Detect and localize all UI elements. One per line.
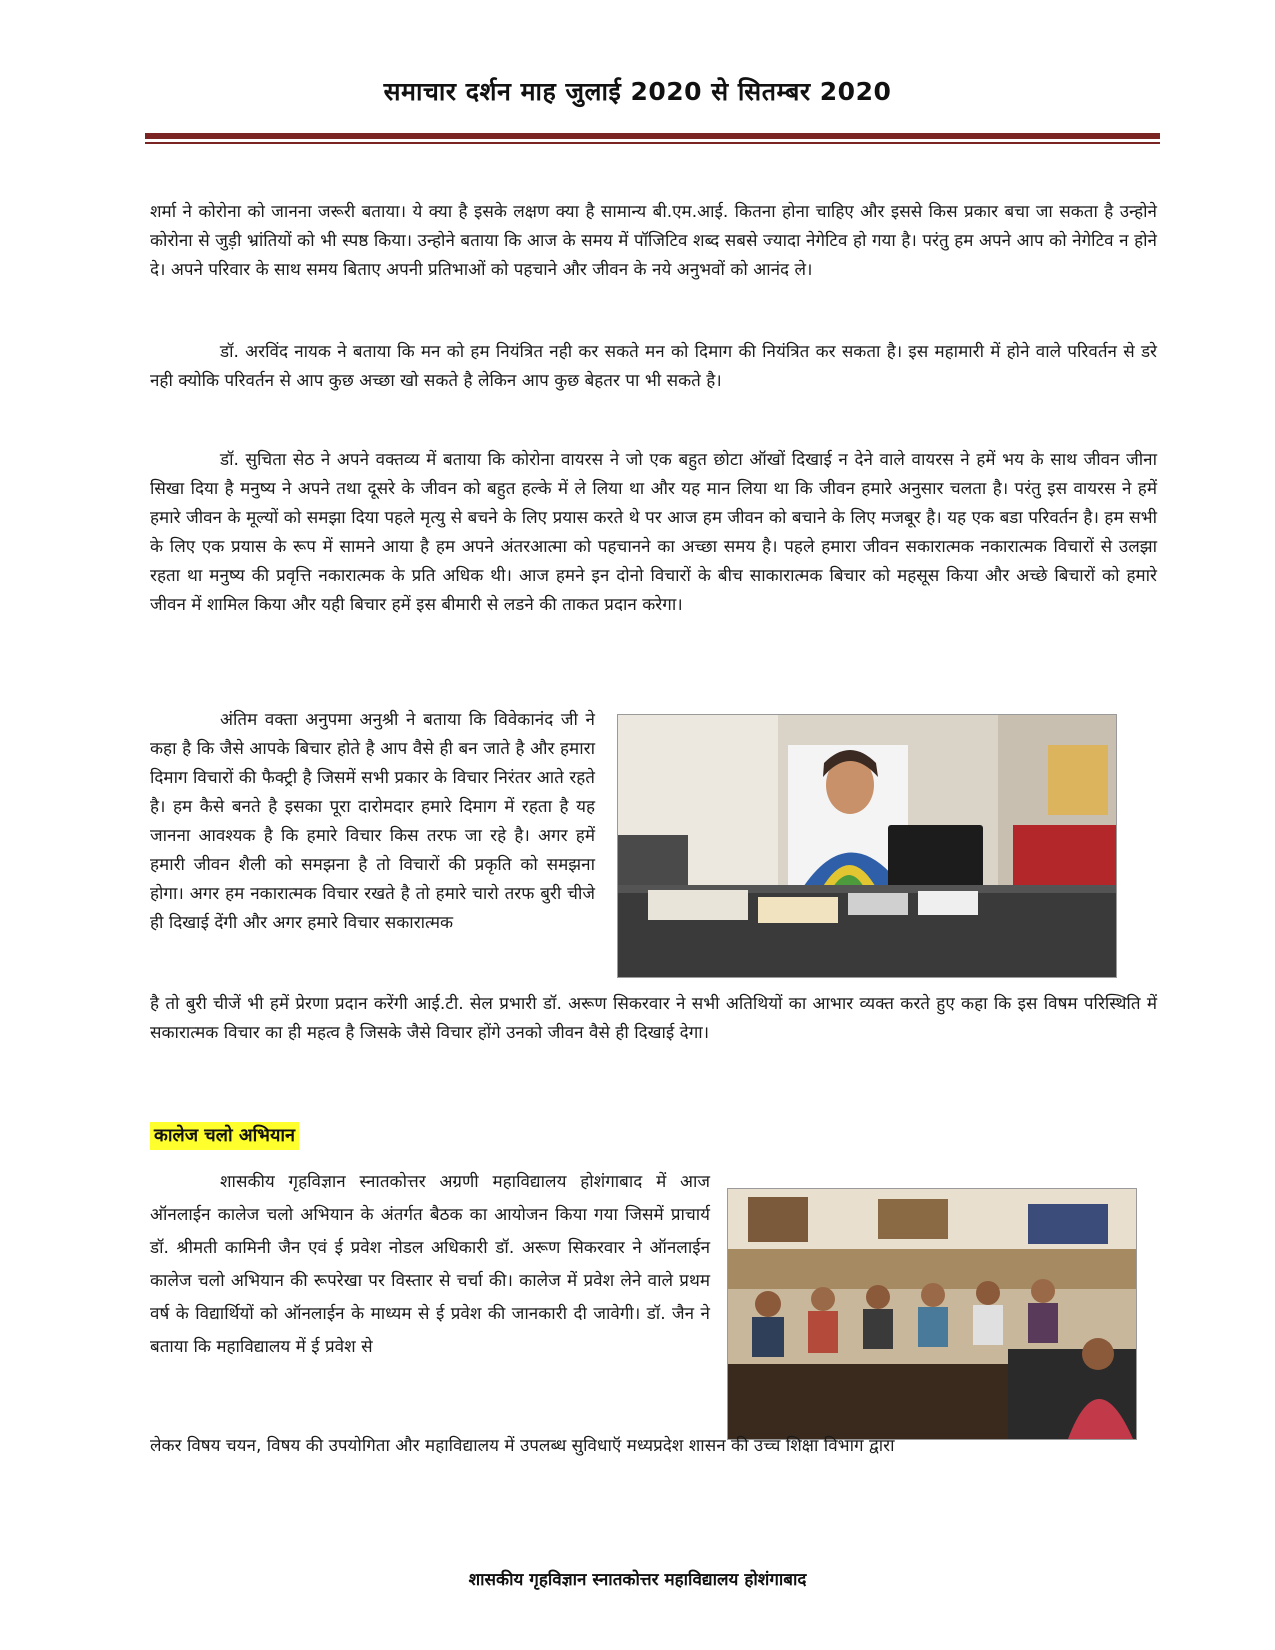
header-rule-thin — [145, 142, 1160, 144]
paragraph-3: डॉ. सुचिता सेठ ने अपने वक्तव्य में बताया कि कोरोना वायरस ने जो एक बहुत छोटा ऑखों दिखाई न देने वाले वायरस ने हमें भय के साथ जीवन जीना सिखा दिया है मनुष्य ने अपने तथा दूसरे के जीवन को बहुत हल्के में ले लिया था और यह मान लिया था कि जीवन हमारे अनुसार चलता है। परंतु इस वायरस ने हमें हमारे जीवन के मूल्यों को समझा दिया पहले मृत्यु से बचने के लिए प्रयास करते थे पर आज हम जीवन को बचाने के लिए मजबूर है। यह एक बडा परिवर्तन है। हम सभी के लिए एक प्रयास के रूप में सामने आया है हम अपने अंतरआत्मा को पहचानने का अच्छा समय है। पहले हमारा जीवन सकारात्मक नकारात्मक विचारों से उलझा रहता था मनुष्य की प्रवृत्ति नकारात्मक के प्रति अधिक थी। आज हमने इन दोनो विचारों के बीच साकारात्मक बिचार को महसूस किया और अच्छे बिचारों को हमारे जीवन में शामिल किया और यही बिचार हमें इस बीमारी से लडने की ताकत प्रदान करेगा। — [150, 450, 1157, 615]
page-title: समाचार दर्शन माह जुलाई 2020 से सितम्बर 2020 — [383, 77, 892, 106]
paragraph-2: डॉ. अरविंद नायक ने बताया कि मन को हम नियंत्रित नही कर सकते मन को दिमाग की नियंत्रित कर सकता है। इस महामारी में होने वाले परिवर्तन से डरे नही क्योकि परिवर्तन से आप कुछ अच्छा खो सकते है लेकिन आप कुछ बेहतर पा भी सकते है। — [150, 342, 1157, 391]
paragraph-1: शर्मा ने कोरोना को जानना जरूरी बताया। ये क्या है इसके लक्षण क्या है सामान्य बी.एम.आई. कितना होना चाहिए और इससे किस प्रकार बचा जा सकता है उन्होने कोरोना से जुड़ी भ्रांतियों को भी स्पष्ठ किया। उन्होने बताया कि आज के समय में पॉजिटिव शब्द सबसे ज्यादा नेगेटिव हो गया है। परंतु हम अपने आप को नेगेटिव न होने दे। अपने परिवार के साथ समय बिताए अपनी प्रतिभाओं को पहचाने और जीवन के नये अनुभवों को आनंद ले। — [150, 202, 1157, 280]
paragraph-5-wrapped: शासकीय गृहविज्ञान स्नातकोत्तर अग्रणी महाविद्यालय होशंगाबाद में आज ऑनलाईन कालेज चलो अभियान के अंतर्गत बैठक का आयोजन किया गया जिसमें प्राचार्य डॉ. श्रीमती कामिनी जैन एवं ई प्रवेश नोडल अधिकारी डॉ. अरूण सिकरवार ने ऑनलाईन कालेज चलो अभियान की रूपरेखा पर विस्तार से चर्चा की। कालेज में प्रवेश लेने वाले प्रथम वर्ष के विद्यार्थियों को ऑनलाईन के माध्यम से ई प्रवेश की जानकारी दी जावेगी। डॉ. जैन ने बताया कि महाविद्यालय में ई प्रवेश से — [150, 1172, 710, 1357]
meeting-photo — [727, 1188, 1137, 1440]
section-heading: कालेज चलो अभियान — [150, 1122, 299, 1150]
page-footer: शासकीय गृहविज्ञान स्नातकोत्तर महाविद्यालय होशंगाबाद — [468, 1570, 807, 1590]
paragraph-5-continued: लेकर विषय चयन, विषय की उपयोगिता और महाविद्यालय में उपलब्ध सुविधाऍ मध्यप्रदेश शासन की उच्च शिक्षा विभाग द्वारा — [150, 1436, 895, 1456]
header-rule-thick — [145, 133, 1160, 139]
office-photo — [617, 714, 1117, 978]
paragraph-4-wrapped: अंतिम वक्ता अनुपमा अनुश्री ने बताया कि विवेकानंद जी ने कहा है कि जैसे आपके बिचार होते है आप वैसे ही बन जाते है और हमारा दिमाग विचारों की फैक्ट्री है जिसमें सभी प्रकार के विचार निरंतर आते रहते है। हम कैसे बनते है इसका पूरा दारोमदार हमारे दिमाग में रहता है यह जानना आवश्यक है कि हमारे विचार किस तरफ जा रहे है। अगर हमें हमारी जीवन शैली को समझना है तो विचारों की प्रकृति को समझना होगा। अगर हम नकारात्मक विचार रखते है तो हमारे चारो तरफ बुरी चीजे ही दिखाई देंगी और अगर हमारे विचार सकारात्मक — [150, 710, 595, 933]
paragraph-4-continued: है तो बुरी चीजें भी हमें प्रेरणा प्रदान करेंगी आई.टी. सेल प्रभारी डॉ. अरूण सिकरवार ने सभी अतिथियों का आभार व्यक्त करते हुए कहा कि इस विषम परिस्थिति में सकारात्मक विचार का ही महत्व है जिसके जैसे विचार होंगे उनको जीवन वैसे ही दिखाई देगा। — [150, 994, 1157, 1043]
